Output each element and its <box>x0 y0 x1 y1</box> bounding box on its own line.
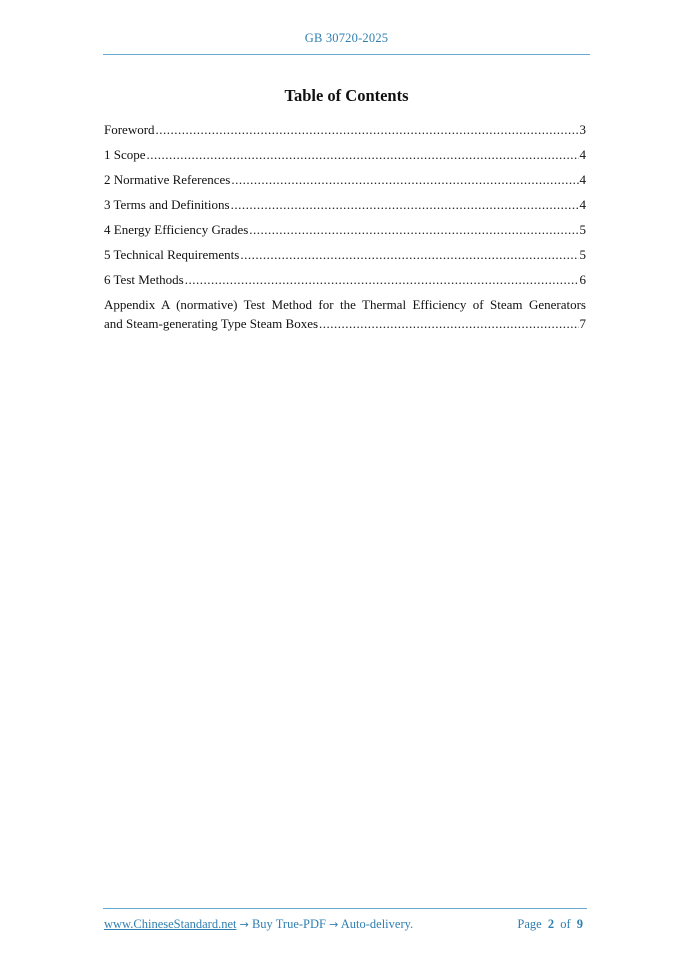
toc-title: Table of Contents <box>284 86 409 105</box>
toc-entry-technical-requirements[interactable] <box>104 245 586 264</box>
toc-entry-terms-definitions[interactable] <box>104 195 586 214</box>
toc-entry-label: Foreword <box>104 122 155 137</box>
toc-leader-dots <box>231 170 578 189</box>
toc-entry-page: 7 <box>579 316 586 331</box>
toc-entry-appendix-a[interactable] <box>104 295 586 333</box>
running-footer <box>104 917 586 932</box>
toc-entry-energy-efficiency-grades[interactable] <box>104 220 586 239</box>
toc-entry-label: 6 Test Methods <box>104 272 184 287</box>
toc-entry-label: 4 Energy Efficiency Grades <box>104 222 249 237</box>
toc-list <box>104 120 586 339</box>
buy-pdf-text: Buy True-PDF <box>251 917 326 931</box>
toc-entry-label: 1 Scope <box>104 147 146 162</box>
header-divider <box>103 54 590 55</box>
toc-entry-page: 5 <box>579 222 586 237</box>
toc-entry-foreword[interactable] <box>104 120 586 139</box>
page-current: 2 <box>547 917 555 931</box>
footer-left <box>104 917 413 932</box>
toc-entry-page: 4 <box>579 147 586 162</box>
page-indicator <box>517 917 586 932</box>
page-of-label: of <box>560 917 571 931</box>
page-label: Page <box>517 917 542 931</box>
toc-entry-scope[interactable] <box>104 145 586 164</box>
toc-leader-dots <box>240 245 578 264</box>
toc-entry-label: 2 Normative References <box>104 172 231 187</box>
running-header: GB 30720-2025 <box>304 31 389 45</box>
toc-leader-dots <box>185 270 579 289</box>
toc-leader-dots <box>156 120 579 139</box>
toc-entry-test-methods[interactable] <box>104 270 586 289</box>
toc-leader-dots <box>319 314 578 333</box>
toc-leader-dots <box>147 145 579 164</box>
toc-entry-page: 6 <box>579 272 586 287</box>
arrow-right-icon: → <box>239 918 249 931</box>
toc-entry-label: 3 Terms and Definitions <box>104 197 230 212</box>
website-link[interactable]: www.ChineseStandard.net <box>104 917 237 931</box>
toc-entry-page: 5 <box>579 247 586 262</box>
toc-leader-dots <box>231 195 579 214</box>
page-total: 9 <box>576 917 583 931</box>
toc-leader-dots <box>249 220 578 239</box>
toc-entry-normative-references[interactable] <box>104 170 586 189</box>
toc-entry-page: 4 <box>579 172 586 187</box>
toc-entry-label-line-1: Appendix A (normative) Test Method for the Thermal Efficiency of Steam Generators <box>104 297 586 312</box>
toc-entry-label-line-2: and Steam-generating Type Steam Boxes <box>104 316 319 331</box>
footer-divider <box>103 908 587 909</box>
arrow-right-icon: → <box>329 918 339 931</box>
auto-delivery-text: Auto-delivery. <box>340 917 414 931</box>
toc-entry-label: 5 Technical Requirements <box>104 247 240 262</box>
toc-entry-page: 3 <box>579 122 586 137</box>
toc-entry-page: 4 <box>579 197 586 212</box>
